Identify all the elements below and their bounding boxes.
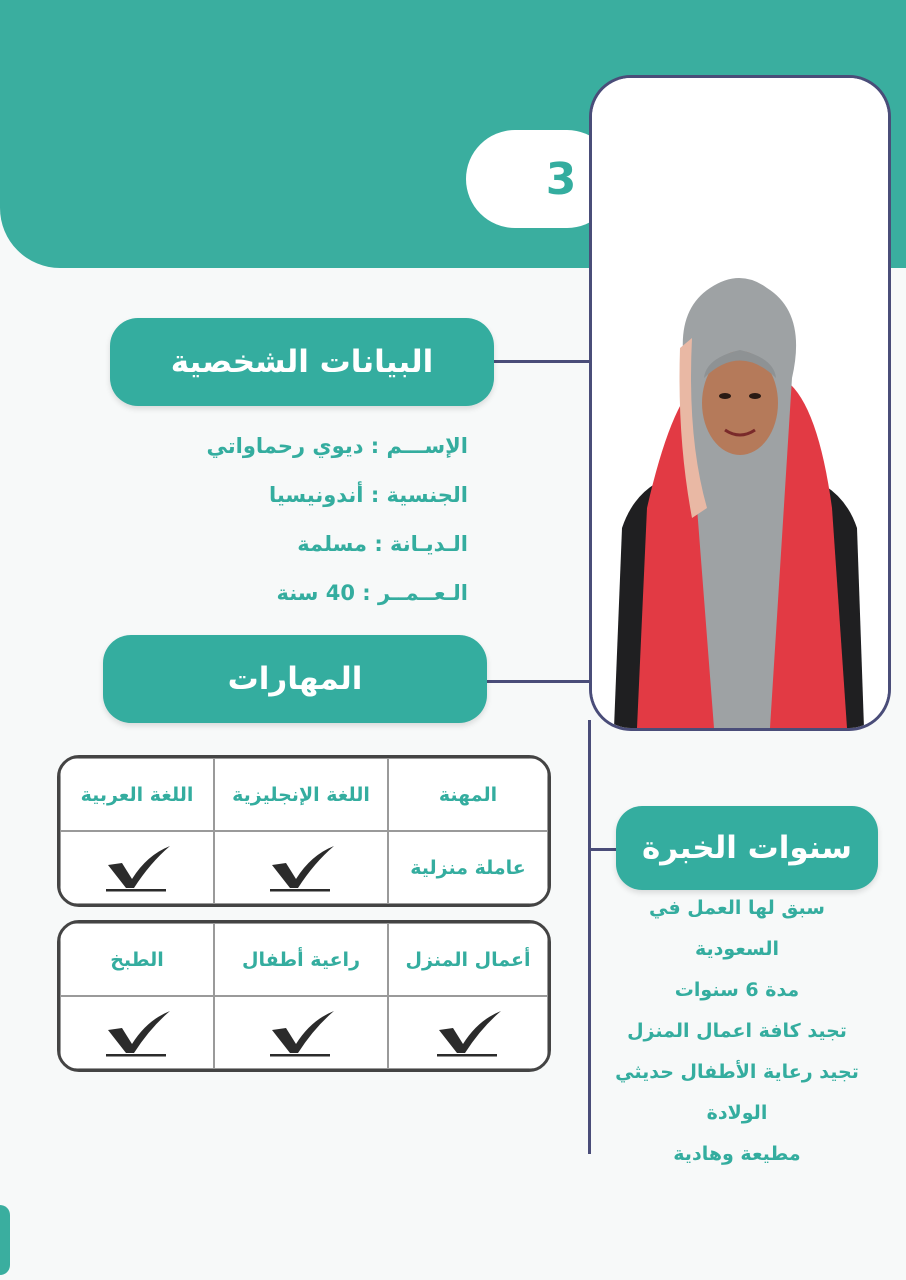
experience-list: [592, 888, 882, 1175]
field-name: الإســـم : ديوي رحماواتي: [206, 434, 468, 458]
vertical-connector: [588, 720, 591, 1154]
check-mark-icon: [102, 1008, 172, 1058]
table2-header-housework: أعمال المنزل: [388, 923, 548, 996]
number-text: 3: [545, 153, 577, 205]
personal-title-text: البيانات الشخصية: [170, 344, 434, 380]
table2-childcare-check: [214, 996, 388, 1069]
experience-line: تجيد رعاية الأطفال حديثي: [615, 1061, 859, 1083]
experience-line: الولادة: [706, 1102, 768, 1124]
table1-header-arabic: اللغة العربية: [60, 758, 214, 831]
personal-section-title: [110, 318, 494, 406]
field-religion: الـديـانة : مسلمة: [297, 532, 468, 556]
table2-cooking-check: [60, 996, 214, 1069]
person-illustration: [592, 78, 888, 728]
field-nationality: الجنسية : أندونيسيا: [268, 483, 468, 507]
table2-housework-check: [388, 996, 548, 1069]
profile-photo: [589, 75, 891, 731]
skills-table-2: [57, 920, 551, 1072]
connector-experience: [590, 848, 618, 851]
corner-decoration: [0, 1205, 10, 1275]
experience-line: سبق لها العمل في: [649, 897, 825, 919]
table2-header-cooking: الطبخ: [60, 923, 214, 996]
connector-personal: [494, 360, 590, 363]
check-mark-icon: [266, 1008, 336, 1058]
check-mark-icon: [266, 843, 336, 893]
experience-line: السعودية: [694, 938, 780, 960]
table1-header-profession: المهنة: [388, 758, 548, 831]
connector-skills: [487, 680, 589, 683]
table2-header-childcare: راعية أطفال: [214, 923, 388, 996]
experience-line: تجيد كافة اعمال المنزل: [627, 1020, 847, 1042]
skills-title-text: المهارات: [227, 661, 363, 697]
check-mark-icon: [102, 843, 172, 893]
experience-line: مدة 6 سنوات: [674, 979, 800, 1001]
experience-section-title: [616, 806, 878, 890]
experience-line: مطيعة وهادية: [673, 1143, 801, 1165]
table1-header-english: اللغة الإنجليزية: [214, 758, 388, 831]
skills-section-title: [103, 635, 487, 723]
skills-table-1: [57, 755, 551, 907]
table1-arabic-check: [60, 831, 214, 904]
experience-title-text: سنوات الخبرة: [642, 830, 852, 866]
field-age: الـعــمــر : 40 سنة: [276, 581, 468, 605]
check-mark-icon: [433, 1008, 503, 1058]
table1-english-check: [214, 831, 388, 904]
table1-profession-value: عاملة منزلية: [388, 831, 548, 904]
